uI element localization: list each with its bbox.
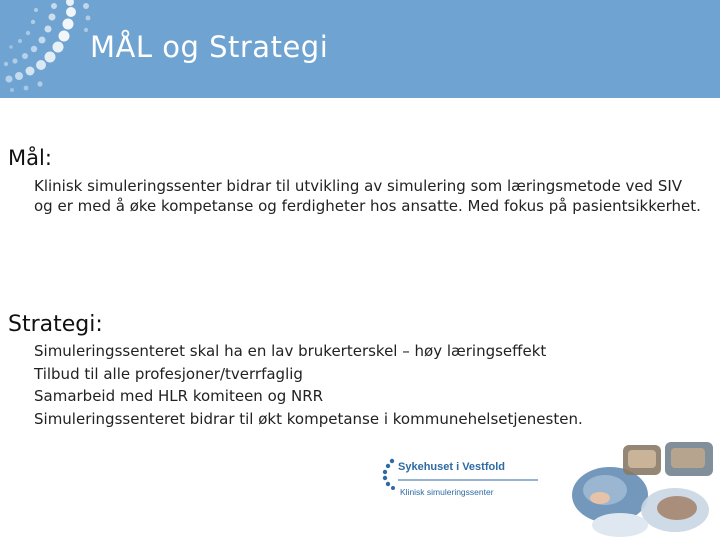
goal-heading: Mål: (8, 146, 52, 170)
logo-divider (398, 478, 538, 482)
strategy-list (34, 340, 583, 430)
logo-subtitle: Klinisk simuleringssenter (400, 487, 494, 497)
hospital-logo (380, 458, 540, 508)
strategy-item: Simuleringssenteret bidrar til økt kompetanse i kommunehelsetjenesten. (34, 409, 583, 428)
goal-text: Klinisk simuleringssenter bidrar til utvikling av simulering som læringsmetode ved SIV og er med å øke kompetanse og ferdigheter hos ansatte. Med fokus på pasientsikkerhet. (34, 177, 701, 215)
strategy-item: Tilbud til alle profesjoner/tverrfaglig (34, 364, 303, 383)
slide-header (0, 0, 720, 98)
simulation-photos-image (565, 440, 720, 540)
logo-swirl-icon (380, 458, 400, 492)
strategy-item: Simuleringssenteret skal ha en lav brukerterskel – høy læringseffekt (34, 342, 547, 360)
strategy-heading: Strategi: (8, 312, 103, 337)
strategy-item: Samarbeid med HLR komiteen og NRR (34, 387, 324, 405)
slide-title: MÅL og Strategi (90, 30, 329, 64)
logo-name: Sykehuset i Vestfold (398, 461, 505, 473)
